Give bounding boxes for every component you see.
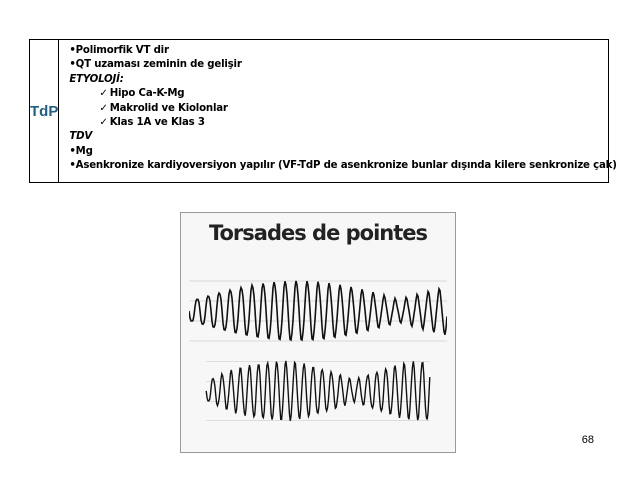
line-tdv: TDV: [69, 131, 93, 143]
row-label: TdP: [30, 102, 59, 120]
line-etyoloji: ETYOLOJİ:: [69, 73, 124, 85]
check-icon: ✓: [99, 88, 108, 100]
line-asenkronize: •Asenkronize kardiyoversiyon yapılır (VF-TdP de asenkronize bunlar dışında kilere senkronize çak): [69, 160, 617, 172]
figure-title: Torsades de pointes: [208, 221, 428, 245]
check-icon: ✓: [99, 117, 108, 129]
line-mg: •Mg: [69, 145, 93, 157]
line-hipo-text: Hipo Ca-K-Mg: [109, 88, 185, 100]
line-klas: [69, 116, 616, 130]
line-qt: •QT uzaması zeminin de gelişir: [69, 59, 242, 71]
line-makrolid-text: Makrolid ve Kiolonlar: [109, 102, 228, 114]
info-table: [29, 39, 617, 183]
line-polimorfik: •Polimorfik VT dir: [69, 45, 169, 56]
check-icon: ✓: [99, 102, 108, 114]
ecg-strip-top: [189, 271, 447, 349]
line-hipo: [69, 87, 616, 101]
line-makrolid: [69, 102, 616, 116]
content-cell: [59, 40, 622, 182]
ecg-figure: [180, 212, 456, 453]
page-number: 68: [581, 434, 594, 446]
ecg-strip-bottom: [189, 351, 447, 429]
label-cell: [30, 40, 59, 182]
line-klas-text: Klas 1A ve Klas 3: [109, 117, 205, 129]
